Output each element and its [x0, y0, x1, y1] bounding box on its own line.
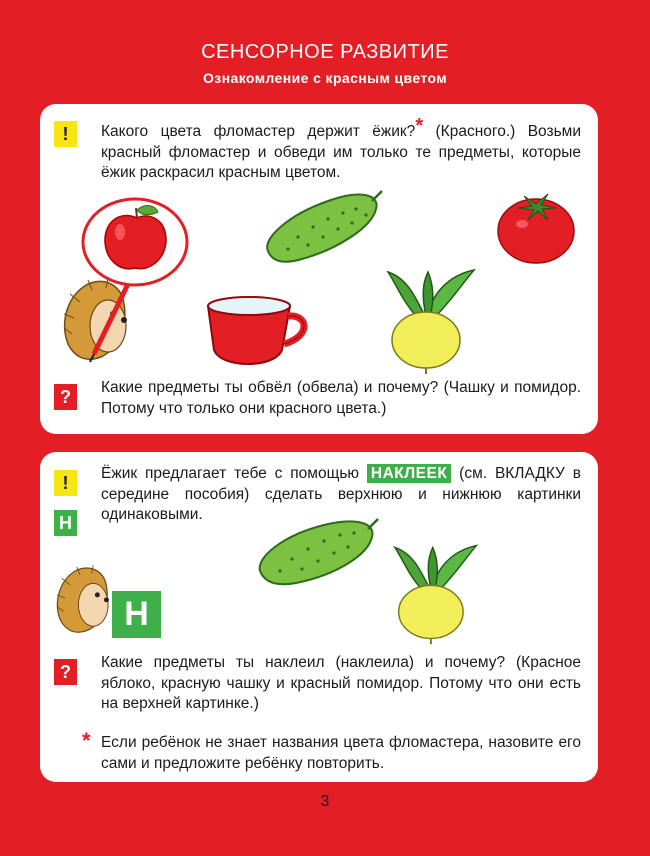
- hedgehog-image: [58, 274, 138, 364]
- stickers-label: НАКЛЕЕК: [367, 464, 451, 483]
- question-badge: ?: [54, 384, 77, 410]
- hedgehog-image: [52, 560, 118, 638]
- exclamation-badge: !: [54, 470, 77, 496]
- turnip-image: [374, 538, 484, 646]
- tomato-image: [494, 186, 580, 266]
- exclamation-badge: !: [54, 121, 77, 147]
- cucumber-image: [258, 187, 384, 269]
- cucumber-image: [252, 515, 382, 593]
- page-header-subtitle: Ознакомление с красным цветом: [203, 70, 447, 86]
- sticker-badge: Н: [54, 510, 77, 536]
- question-badge: ?: [54, 659, 77, 685]
- sticker-badge-large: Н: [112, 591, 161, 638]
- task-card-1: [40, 104, 598, 434]
- page-header-title: СЕНСОРНОЕ РАЗВИТИЕ: [201, 41, 449, 63]
- task1-question: Какие предметы ты обвёл (обвела) и почему? (Чашку и помидор. Потому что только они красного цвета.): [101, 379, 581, 417]
- task2-instruction: Ёжик предлагает тебе с помощью НАКЛЕЕК (см. ВКЛАДКУ в середине пособия) сделать верхнюю и нижнюю картинки одинаковыми.: [101, 465, 582, 523]
- footnote-marker: *: [82, 728, 91, 753]
- footnote-marker: *: [415, 115, 424, 137]
- footnote-text: Если ребёнок не знает названия цвета фломастера, назовите его сами и предложите ребёнку повторить.: [101, 734, 581, 772]
- red-cup-image: [200, 288, 312, 368]
- task1-instruction: Какого цвета фломастер держит ёжик?* (Красного.) Возьми красный фломастер и обведи им только те предметы, которые ёжик раскрасил красным цветом.: [101, 115, 581, 181]
- task2-question: Какие предметы ты наклеил (наклеила) и почему? (Красное яблоко, красную чашку и красный помидор. Потому что они есть на верхней картинке.): [101, 654, 581, 712]
- task-card-2: [40, 452, 598, 782]
- turnip-image: [366, 264, 482, 374]
- page-number: 3: [320, 793, 330, 810]
